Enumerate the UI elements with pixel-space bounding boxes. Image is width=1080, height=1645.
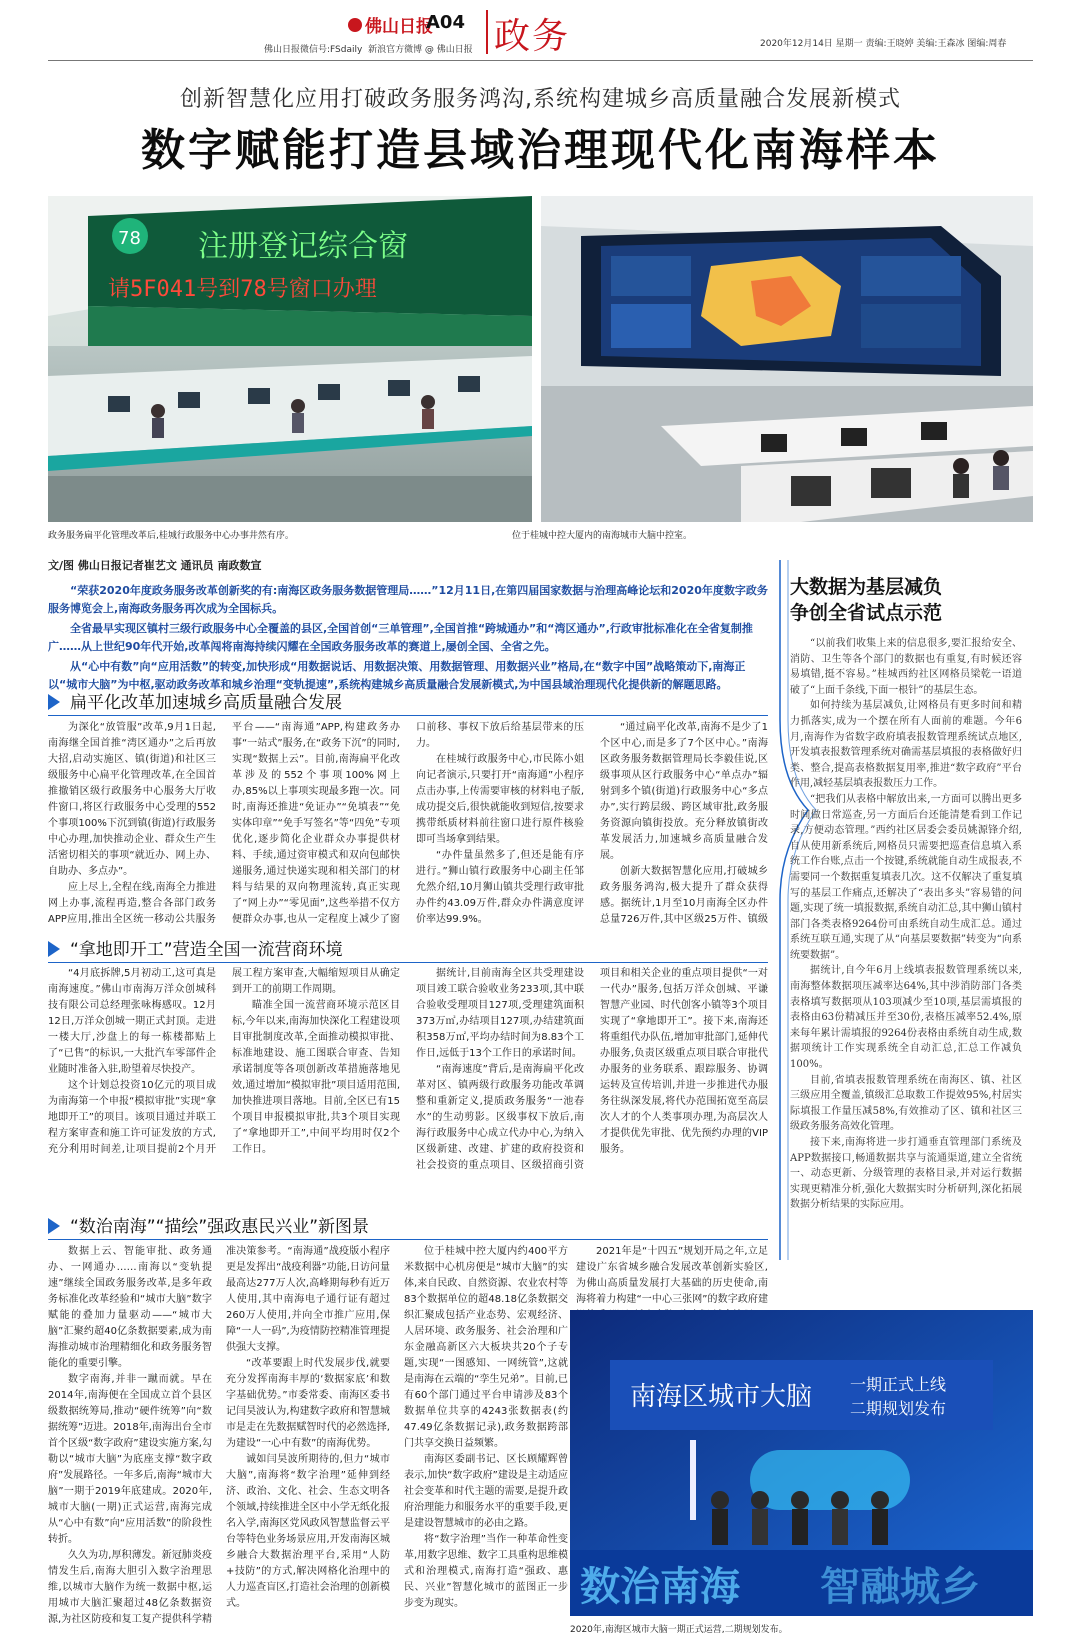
sidebar-paragraph: 如何持续为基层减负,让网格员有更多时间和精力抓落实,成为一个摆在所有人面前的难题。今年6月,南海作为省数字政府填表报数管理系统试点地区,开发填表报数管理系统对确需基层填报的表格做好归类、整合,提高表格数据复用率,推进“数字政府”平台作用,减轻基层填表报数压力工作。 (790, 700, 1022, 790)
body-paragraph: 在桂城行政服务中心,市民陈小姐向记者演示,只要打开“南海通”小程序点击办事,上传需要审核的材料电子版,成功提交后,很快就能收到短信,按要求携带纸质材料前往窗口进行原件核验即可当场拿到结果。 (416, 754, 584, 845)
photo-caption-bottom: 2020年,南海区城市大脑一期正式运营,二期规划发布。 (570, 1625, 788, 1635)
section-body-digital-nanhai-part1 (48, 1244, 568, 1639)
sidebar-title-line-1: 大数据为基层减负 (790, 576, 943, 598)
sidebar-body (790, 636, 1022, 1296)
body-paragraph: 创新大数据智慧化应用,打破城乡政务服务鸿沟,极大提升了群众获得感。据统计,1月至10月南海全区办件总量726万件,其中区级25万件、镇级 (600, 866, 768, 925)
section-body-land-start (48, 966, 768, 1206)
lead-paragraphs (48, 582, 768, 696)
photo-control-room (541, 196, 1033, 522)
sign-register: 注册登记综合窗 (198, 229, 408, 264)
photo-caption-right: 位于桂城中控大厦内的南海城市大脑中控室。 (512, 531, 693, 541)
body-paragraph: “办件量虽然多了,但还是能有序进行。”狮山镇行政服务中心副主任邹允然介绍,10月狮山镇共受理行政审批办件约43.09万件,群众办件满意度评价率达99.9%。 (416, 850, 584, 925)
section-heading-text: 扁平化改革加速城乡高质量融合发展 (70, 693, 342, 713)
lead-paragraph: “荣获2020年度政务服务改革创新奖的有:南海区政务服务数据管理局……”12月11日,在第四届国家数据与治理高峰论坛和2020年度数字政务服务博览会上,南海政务服务再次成为全国标兵。 (48, 584, 768, 615)
section-heading-land-start (48, 935, 768, 960)
section-rule (48, 715, 768, 716)
social-accounts (264, 42, 473, 55)
masthead-rule (48, 60, 1033, 61)
section-name: 政务 (494, 16, 571, 57)
body-paragraph: 将“数字治理”当作一种革命性变革,用数字思维、数字工具重构思维模式和治理模式,南海打造“强政、惠民、兴业”智慧化城市的蓝图正一步步变为现实。 (404, 1534, 568, 1609)
body-paragraph: 久久为功,厚积薄发。新冠肺炎疫情发生后,南海大胆引入数字治理思维,以城市大脑作为统一数据中枢,运用城市大脑汇聚超过48亿条数据资源,为社区防疫和复工复产提供科学精准决策参考。“南海通”战疫版小程序更是发挥出“战疫利器”功能,日访问量最高达277万人次,高峰期每秒有近万人使用,其中南海电子通行证有超过260万人使用,并向全市推广应用,保障“一人一码”,为疫情防控精准管理提供强大支撑。 (48, 1246, 390, 1625)
body-paragraph: “改革要跟上时代发展步伐,就要充分发挥南海丰厚的‘数据家底’和数字基础优势。”市委常委、南海区委书记闫昊波认为,构建数字政府和智慧城市是走在先数据赋智时代的必然选择,为建设“一心中有数”的南海优势。 (226, 1358, 390, 1449)
slogan-smart-integration: 智融城乡 (820, 1564, 980, 1610)
headline: 数字赋能打造县域治理现代化南海样本 (141, 125, 940, 176)
body-paragraph: 南海区委副书记、区长顾耀辉曾表示,加快“数字政府”建设是主动适应社会变革和时代主题的需要,是提升政府治理能力和服务水平的重要手段,更是建设智慧城市的必由之路。 (404, 1454, 568, 1529)
sidebar-title (790, 574, 1030, 626)
sign-queue: 请5F041号到78号窗口办理 (108, 277, 377, 302)
date-and-editors: 2020年12月14日 星期一 责编:王晓婷 美编:王森冰 图编:周春 (760, 39, 1007, 49)
banner-city-brain: 南海区城市大脑 (630, 1382, 813, 1412)
section-rule (48, 1239, 768, 1240)
section-heading-digital-nanhai (48, 1212, 768, 1237)
banner-phase-one: 一期正式上线 (850, 1375, 947, 1394)
section-heading-flat-reform (48, 688, 768, 713)
slogan-digital-nanhai: 数治南海 (580, 1564, 740, 1610)
photo-caption-left: 政务服务扁平化管理改革后,桂城行政服务中心办事井然有序。 (48, 531, 294, 541)
newspaper-logo-icon (348, 18, 362, 32)
triangle-bullet-icon (48, 941, 60, 957)
banner-phase-two: 二期规划发布 (850, 1399, 947, 1418)
body-paragraph: 2021年是“十四五”规划开局之年,立足建设广东省城乡融合发展改革创新实验区,为佛山高质量发展打大基础的历史使命,南海将着力构建“一中心三张网”的数字政府建 (576, 1246, 768, 1305)
section-heading-text: “数治南海”“描绘”强政惠民兴业”新图景 (70, 1217, 370, 1237)
newspaper-logo: 佛山日报 (365, 17, 433, 37)
body-paragraph: “4月底拆牌,5月初动工,这可真是南海速度。”佛山市南海万洋众创城科技有限公司总经理张咏梅感叹。12月12日,万洋众创城一期正式封顶。走进一楼大厅,沙盘上的每一栋楼都贴上了“已售”的标识,一大批汽车零部件企业随时准备入驻,盼望着尽快投产。 (48, 968, 216, 1075)
photo-service-hall (48, 196, 532, 522)
masthead (0, 0, 1080, 60)
body-paragraph: 诚如闫昊波所期待的,但力“城市大脑”,南海将“数字治理”延伸到经济、政治、文化、社会、生态文明各个领域,持续推进全区中小学无纸化报名入学,南海区党风政风智慧监督云平台等特色业务场景应用,开发南海区城乡融合大数据治理平台,采用“人防+技防”的方式,解决网格化治理中的人力巡查盲区,打造社会治理的创新模式。 (226, 1454, 390, 1609)
body-paragraph: 这个计划总投资10亿元的项目成为南海第一个申报“模拟审批”实现“拿地即开工”的项目。该项目通过并联工程方案审查和施工许可证发放的方式,充分利用时间差,让项目提前2个月开展工程方案审查,大幅缩短项目从确定到开工的前期工作周期。 (48, 968, 400, 1155)
triangle-bullet-icon (48, 1218, 60, 1234)
body-paragraph: 数字南海,并非一蹴而就。早在2014年,南海便在全国成立首个县区级数据统筹局,推动“硬件统筹”向“数据统筹”迈进。2018年,南海出台全市首个区级“数字政府”建设实施方案,勾勒以“城市大脑”为底座支撑“数字政府”发展路径。一年多后,南海“城市大脑”一期于2019年底建成。2020年,城市大脑(一期)正式运营,南海完成从“心中有数”向“应用活数”的阶段性转折。 (48, 1374, 212, 1545)
body-paragraph: 瞄准全国一流营商环境示范区目标,今年以来,南海加快深化工程建设项目审批制度改革,全面推动模拟审批、标准地建设、施工图联合审查、告知承诺制度等各项创新改革措施落地见效,通过增加“模拟审批”项目适用范围,加快推进项目落地。目前,全区已有15个项目申报模拟审批,共3个项目实现了“拿地即开工”,中间平均用时仅2个工作日。 (232, 1000, 400, 1155)
body-paragraph: 为深化“放管服”改革,9月1日起,南海继全国首推“湾区通办”之后再放大招,启动实施区、镇(街道)和社区三级服务中心扁平化管理改革,在全国首推撤销区级行政服务中心服务大厅收件窗口,将区行政服务中心受理的552个事项100%下沉到镇(街道)行政服务中心办理,加快推动企业、群众生产生活密切相关的事项“就近办、网上办、自助办、多点办”。 (48, 722, 216, 877)
sidebar-title-line-2: 争创全省试点示范 (790, 602, 943, 624)
body-paragraph: 据统计,目前南海全区共受理建设项目竣工联合验收业务233项,其中联合验收受理项目127项,受理建筑面积373万㎡,办结项目127项,办结建筑面积358万㎡,平均办结时间为8.83个工作日,远低于13个工作日的承诺时间。 (416, 968, 584, 1059)
sign-number: 78 (118, 228, 141, 249)
lead-paragraph: 从“心中有数”向“应用活数”的转变,加快形成“用数据说话、用数据决策、用数据管理、用数据兴业”格局,在“数字中国”战略策动下,南海正以“城市大脑”为中枢,驱动政务改革和城乡治理“变轨提速”,系统构建城乡高质量融合发展新模式,为中国县域治理现代化提供新的解题思路。 (48, 660, 746, 691)
page-number: A04 (426, 12, 465, 33)
body-paragraph: 位于桂城中控大厦内约400平方米数据中心机房便是“城市大脑”的实体,来自民政、自然资源、农业农村等83个数据单位的超48.18亿条数据交织汇聚成包括产业态势、宏观经济、人居环境、政务服务、社会治理和广东金融高新区六大板块共20个子专题,实现“一图感知、一网统管”,这就是南海在云端的“孪生兄弟”。目前,已有60个部门通过平台申请涉及83个数据单位共享的4243张数据表(约47.49亿条数据记录),政务数据跨部门共享交换日益频繁。 (404, 1246, 568, 1449)
byline: 文/图 佛山日报记者崔艺文 通讯员 南政数宣 (48, 559, 262, 572)
section-rule (48, 962, 768, 963)
lead-paragraph: 全省最早实现区镇村三级行政服务中心全覆盖的县区,全国首创“三单管理”,全国首推“跨城通办”和“湾区通办”,行政审批标准化在全省复制推广……从上世纪90年代开始,改革闯将南海持续闪耀在全国政务服务改革的赛道上,屡创全国、全省之先。 (48, 622, 753, 653)
body-paragraph: “南海速度”背后,是南海扁平化改革对区、镇两级行政服务功能改革调整和重新定义,提质政务服务“一池春水”的生动剪影。区级事权下放后,南海行政服务中心成立代办中心,为纳入区级新建、改建、扩建的政府投资和社会投资的重点项目、区级招商引资项目和相关企业的重点项目提供“一对一代办”服务,包括万洋众创城、平谦智慧产业园、时代创客小镇等3个项目实现了“拿地即开工”。接下来,南海还将重组代办队伍,增加审批部门,延伸代办服务,负责区级重点项目联合审批代办服务的业务联系、跟踪服务、协调运转及宣传培训,并进一步推进代办服务往纵深发展,将代办范围拓宽至高层次人才的个人类事项办理,为高层次人才提供优先审批、优先预约办理的VIP服务。 (416, 968, 768, 1171)
sidebar-paragraph: 接下来,南海将进一步打通垂直管理部门系统及APP数据接口,畅通数据共享与流通渠道,建立全省统一、动态更新、分级管理的表格目录,并对运行数据实现更精准分析,强化大数据实时分析研判,深化拓展数据分析结果的实际应用。 (790, 1137, 1022, 1211)
subheadline: 创新智慧化应用打破政务服务鸿沟,系统构建城乡高质量融合发展新模式 (180, 87, 901, 112)
sidebar-paragraph: 目前,省填表报数管理系统在南海区、镇、社区三级应用全覆盖,镇级汇总取数工作提效95%,村居实际填报工作量压减58%,有效推动了区、镇和社区三级政务服务高效化管理。 (790, 1074, 1022, 1133)
triangle-bullet-icon (48, 694, 60, 710)
section-body-flat-reform (48, 720, 768, 928)
body-paragraph: 数据上云、智能审批、政务通办、一网通办……南海以“变轨提速”继续全国政务服务改革,是多年政务标准化改革经验和“城市大脑”数字赋能的叠加力量驱动——“城市大脑”汇聚约超40亿条数据要素,成为南海推动城市治理精细化和政务服务智能化的重要引擎。 (48, 1246, 212, 1369)
body-paragraph: “通过扁平化改革,南海不是少了1个区中心,而是多了7个区中心。”南海区政务服务数据管理局长李毅佳说,区级事项从区行政服务中心“单点办”辐射到多个镇(街道)行政服务中心“多点办”,实行跨层级、跨区域审批,政务服务资源向镇街投放。充分释放镇街改革发展活力,加速城乡高质量融合发展。 (600, 722, 768, 861)
wechat-account: 佛山日报微信号:FSdaily (264, 45, 363, 55)
sidebar-paragraph: “把我们从表格中解放出来,一方面可以腾出更多时间做日常巡查,另一方面后台还能清楚看到工作记录,方便动态管理。”西约社区居委会委员姚源锋介绍,自从使用新系统后,网格员只需要把巡查信息填入系统工作台账,点击一个按键,系统就能自动生成报表,不需要同一个数据重复填表几次。这不仅解决了重复填写的基层工作痛点,还解决了“表出多头”容易错的问题,实现了统一填报数据,系统自动汇总,其中狮山镇村部门各类表格9264份可由系统自动生成汇总。通过系统互联互通,实现了从“向基层要数据”转变为“向系统要数据”。 (790, 793, 1022, 961)
sidebar-paragraph: 据统计,自今年6月上线填表报数管理系统以来,南海整体数据项压减率达64%,其中涉消防部门各类表格填写数据项从103项减少至10项,基层需填报的表格由63份精减压并至30份,表格压减率52.4%,原来每年累计需填报的9264份表格由系统自动生成,数据项统计工作实现系统全自动汇总,汇总工作减负100%。 (790, 965, 1022, 1071)
sidebar-paragraph: “以前我们收集上来的信息很多,要汇报给安全、消防、卫生等各个部门的数据也有重复,有时候还容易填错,挺不容易。”桂城西約社区网格员梁乾一语道破了“上面千条线,下面一根针”的基层生态。 (790, 638, 1022, 696)
body-paragraph: 应上尽上,全程在线,南海全力推进网上办事,流程再造,整合各部门政务APP应用,推出全区统一移动公共服务平台——“南海通”APP,构建政务办事“一站式”服务,在“政务下沉”的同时,实现“数据上云”。目前,南海扁平化改革涉及的552个事项100%网上办,85%以上事项实现最多跑一次。同时,南海还推进“免证办”“免填表”“免实体印章”“免手写签名”等“四免”专项优化,逐步简化企业群众办事提供材料、手续,通过资审模式和双向包邮快递服务,通过快递实现和相关部门的材料与结果的双向物理流转,真正实现了“网上办”“零见面”,这些举措不仅方便群众办事,也从一定程度上减少了窗口前移、事权下放后给基层带来的压力。 (48, 722, 584, 925)
section-heading-text: “拿地即开工”营造全国一流营商环境 (70, 940, 343, 960)
weibo-account: 新浪官方微博 @ 佛山日报 (368, 45, 473, 55)
section-divider (486, 10, 488, 54)
